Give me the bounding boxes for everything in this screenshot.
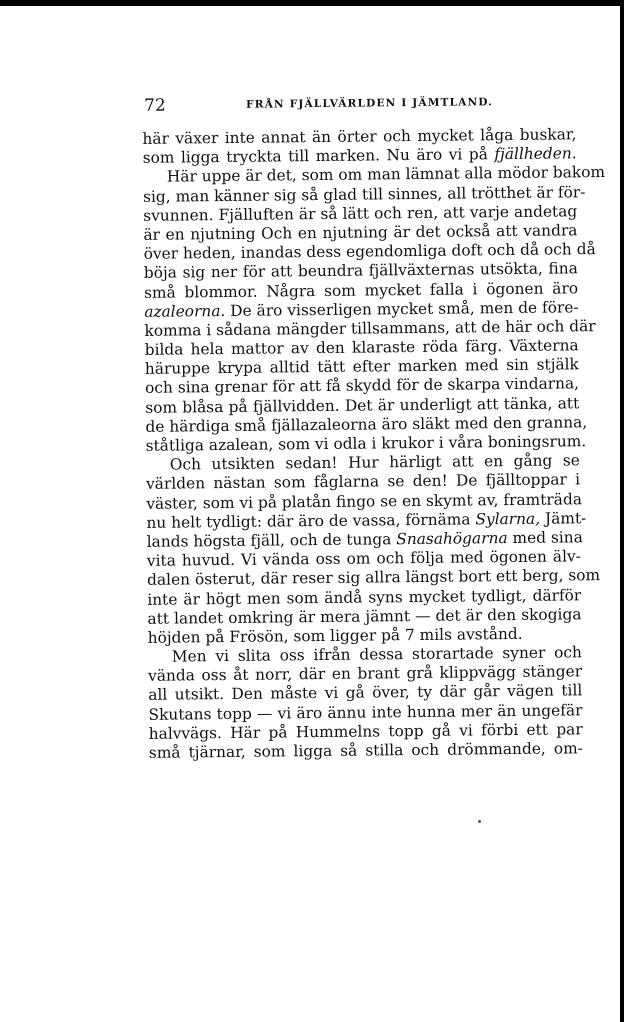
text-line: lands högsta fjäll, och de tunga Snasahögarna med sina (146, 528, 583, 551)
text-line: väster, som vi på platån fingo se en skymt av, framträda (146, 489, 583, 513)
text-line: världen nästan som fåglarna se den! De fjälltoppar i (145, 470, 581, 494)
speck-mark (478, 820, 481, 823)
page-header (128, 91, 584, 122)
text-line: inte är högt men som ändå syns mycket tydligt, därför (147, 585, 582, 609)
text-line: vita huvud. Vi vända oss om och följa med ögonen älv- (146, 547, 581, 570)
text-line: sig, man känner sig så glad till sinnes, all trötthet är för- (142, 182, 586, 206)
text-line: svunnen. Fjälluften är så lätt och ren, att varje andetag (143, 202, 578, 225)
text-line: som blåsa på fjällvidden. Det är underligt att tänka, att (145, 393, 580, 417)
text-line: de härdiga små fjällazaleorna äro släkt med den granna, (145, 413, 588, 436)
text-line: små blommor. Några som mycket falla i ögonen äro (143, 278, 579, 302)
text-line: komma i sådana mängder tillsammans, att de här och där (144, 316, 596, 340)
scan-right-border (620, 0, 624, 1022)
text-line: små tjärnar, som ligga så stilla och drömmande, om- (148, 739, 583, 762)
text-line: Skutans topp — vi äro ännu inte hunna mer än ungefär (148, 700, 583, 724)
text-line: Här uppe är det, som om man lämnat alla mödor bakom (166, 163, 606, 186)
scan-top-border (0, 0, 624, 6)
text-line: som ligga tryckta till marken. Nu äro vi på fjällheden. (142, 144, 577, 168)
text-line: dalen österut, där reser sig allra längst bort ett berg, som (146, 566, 601, 590)
text-line: bilda hela mattor av den klaraste röda färg. Växterna (144, 336, 579, 359)
page-number: 72 (143, 95, 166, 116)
text-line: halvvägs. Här på Hummelns topp gå vi förbi ett par (148, 720, 583, 743)
text-line: all utsikt. Den måste vi gå över, ty där går vägen till (148, 681, 583, 705)
text-line: vända oss åt norr, där en brant grå klippvägg stänger (147, 662, 583, 686)
text-line: att landet omkring är mera jämnt — det är den skogiga (147, 604, 582, 628)
running-head: FRÅN FJÄLLVÄRLDEN I JÄMTLAND. (246, 96, 494, 111)
text-line: nu helt tydligt: där äro de vassa, förnäma Sylarna, Jämt- (146, 508, 587, 532)
text-line: böja sig ner för att beundra fjällväxternas utsökta, fina (143, 259, 578, 283)
text-line: över heden, inandas dess egendomliga doft och då och då (143, 240, 596, 263)
text-line: höjden på Frösön, som ligger på 7 mils avstånd. (147, 624, 523, 647)
text-line: azaleorna. De äro visserligen mycket små, men de före- (144, 297, 579, 321)
text-line: Och utsikten sedan! Hur härligt att en gång se (169, 451, 580, 474)
text-line: här växer inte annat än örter och mycket låga buskar, (142, 125, 577, 148)
text-line: häruppe krypa alltid tätt efter marken med sin stjälk (144, 355, 579, 379)
book-page (128, 91, 606, 763)
text-line: Men vi slita oss ifrån dessa storartade syner och (171, 643, 582, 666)
text-line: ståtliga azalean, som vi odla i krukor i våra boningsrum. (145, 432, 587, 455)
body-text (128, 125, 606, 763)
text-line: och sina grenar för att få skydd för de skarpa vindarna, (144, 374, 580, 398)
text-line: är en njutning Och en njutning är det också att vandra (143, 221, 578, 244)
